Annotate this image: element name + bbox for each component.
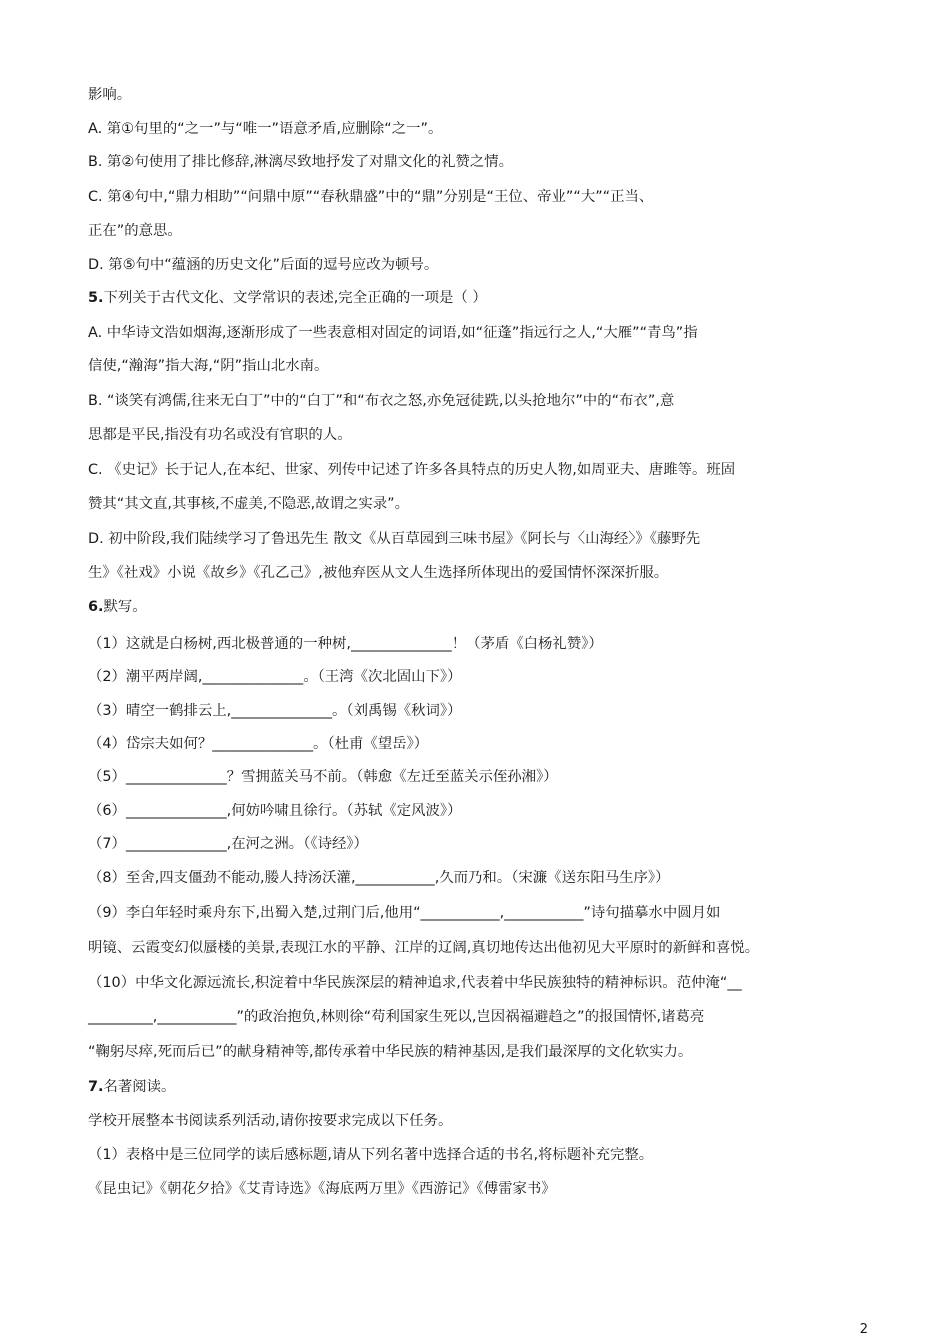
fill-item-6 (88, 801, 462, 821)
question-text: 默写。 (103, 599, 147, 615)
page-number: 2 (859, 1322, 868, 1337)
answer-blank[interactable]: ______________ (125, 803, 227, 819)
text-line: 信使,“瀚海”指大海,“阴”指山北水南。 (88, 358, 329, 374)
question-number: 6. (88, 599, 104, 615)
question-number: 5. (88, 290, 104, 306)
fill-item-7 (88, 834, 368, 854)
answer-blank[interactable]: ______________ (202, 669, 304, 685)
option-c: C. 《史记》长于记人,在本纪、世家、列传中记述了许多各具特点的历史人物,如周亚夫、唐雎等。班固 (88, 462, 736, 478)
option-d: D. 初中阶段,我们陆续学习了鲁迅先生 散文《从百草园到三味书屋》《阿长与〈山海经〉》《藤野先 (88, 531, 701, 547)
option-b: B. 第②句使用了排比修辞,淋漓尽致地抒发了对鼎文化的礼赞之情。 (88, 154, 514, 170)
fill-before: （5） (88, 769, 126, 785)
fill-before: （8）至舍,四支僵劲不能动,媵人持汤沃灌, (88, 870, 356, 886)
fill-item-8 (88, 868, 670, 888)
text-line: 赞其“其文直,其事核,不虚美,不隐恶,故谓之实录”。 (88, 496, 410, 512)
text-line: “鞠躬尽瘁,死而后已”的献身精神等,都传承着中华民族的精神基因,是我们最深厚的文化软实力。 (88, 1044, 693, 1060)
fill-item-1 (88, 634, 603, 654)
fill-item-4 (88, 734, 428, 754)
answer-blank[interactable]: ______________ (212, 736, 314, 752)
text-line: 明镜、云霞变幻似蜃楼的美景,表现江水的平静、江岸的辽阔,真切地传达出他初见大平原时的新鲜和喜悦。 (88, 940, 760, 956)
fill-after: ,久而乃和。（宋濂《送东阳马生序》） (434, 870, 670, 886)
question-text: 下列关于古代文化、文学常识的表述,完全正确的一项是（ ） (103, 290, 487, 306)
text-line: _________,___________”的政治抱负,林则徐“苟利国家生死以,岂因祸福避趋之”的报国情怀,诸葛亮 (88, 1009, 705, 1025)
text-line: 影响。 (88, 87, 132, 103)
fill-before: （7） (88, 836, 126, 852)
fill-before: （1）这就是白杨树,西北极普通的一种树, (88, 636, 351, 652)
fill-before: （4）岱宗夫如何？ (88, 736, 213, 752)
text-line: 生》《社戏》小说《故乡》《孔乙己》,被他弃医从文人生选择所体现出的爱国情怀深深折服。 (88, 565, 669, 581)
fill-before: （2）潮平两岸阔, (88, 669, 203, 685)
answer-blank[interactable]: ___________ (355, 870, 435, 886)
fill-item-3 (88, 701, 462, 721)
option-d: D. 第⑤句中“蕴涵的历史文化”后面的逗号应改为顿号。 (88, 257, 439, 273)
fill-after: ,在河之洲。（《诗经》） (226, 836, 368, 852)
question-text: 名著阅读。 (103, 1079, 176, 1095)
fill-after: ,何妨吟啸且徐行。（苏轼《定风波》） (226, 803, 462, 819)
text-line: 学校开展整本书阅读系列活动,请你按要求完成以下任务。 (88, 1113, 453, 1129)
fill-before: （6） (88, 803, 126, 819)
answer-blank[interactable]: ______________ (231, 703, 332, 719)
fill-after: ？雪拥蓝关马不前。（韩愈《左迁至蓝关示侄孙湘》） (226, 769, 558, 785)
question-7-heading (88, 1077, 175, 1097)
text-line: 思都是平民,指没有功名或没有官职的人。 (88, 427, 352, 443)
fill-after: 。（刘禹锡《秋词》） (331, 703, 462, 719)
fill-after: 。（杜甫《望岳》） (313, 736, 429, 752)
answer-blank[interactable]: ______________ (350, 636, 452, 652)
text-line: 正在”的意思。 (88, 223, 182, 239)
option-a: A. 中华诗文浩如烟海,逐渐形成了一些表意相对固定的词语,如“征蓬”指远行之人,“大雁”“青鸟”指 (88, 325, 698, 341)
fill-before: （3）晴空一鹤排云上, (88, 703, 232, 719)
fill-item-5 (88, 767, 558, 787)
question-5-heading (88, 288, 487, 308)
fill-after: ！（茅盾《白杨礼赞》） (451, 636, 603, 652)
question-number: 7. (88, 1079, 104, 1095)
question-6-heading (88, 597, 147, 617)
option-a: A. 第①句里的“之一”与“唯一”语意矛盾,应删除“之一”。 (88, 121, 443, 137)
option-b: B. “谈笑有鸿儒,往来无白丁”中的“白丁”和“布衣之怒,亦免冠徒跣,以头抢地尔”中的“布衣”,意 (88, 393, 675, 409)
fill-item-10: （10）中华文化源远流长,积淀着中华民族深层的精神追求,代表着中华民族独特的精神标识。范仲淹“__ (88, 975, 742, 991)
fill-item-9: （9）李白年轻时乘舟东下,出蜀入楚,过荆门后,他用“___________,___________”诗句描摹水中圆月如 (88, 905, 721, 921)
fill-after: 。（王湾《次北固山下》） (303, 669, 462, 685)
option-c: C. 第④句中,“鼎力相助”“问鼎中原”“春秋鼎盛”中的“鼎”分别是“王位、帝业”“大”“正当、 (88, 189, 654, 205)
fill-item-2 (88, 667, 462, 687)
task-1: （1）表格中是三位同学的读后感标题,请从下列名著中选择合适的书名,将标题补充完整。 (88, 1147, 654, 1163)
answer-blank[interactable]: ______________ (125, 836, 227, 852)
answer-blank[interactable]: ______________ (125, 769, 227, 785)
book-list: 《昆虫记》《朝花夕拾》《艾青诗选》《海底两万里》《西游记》《傅雷家书》 (88, 1181, 556, 1197)
